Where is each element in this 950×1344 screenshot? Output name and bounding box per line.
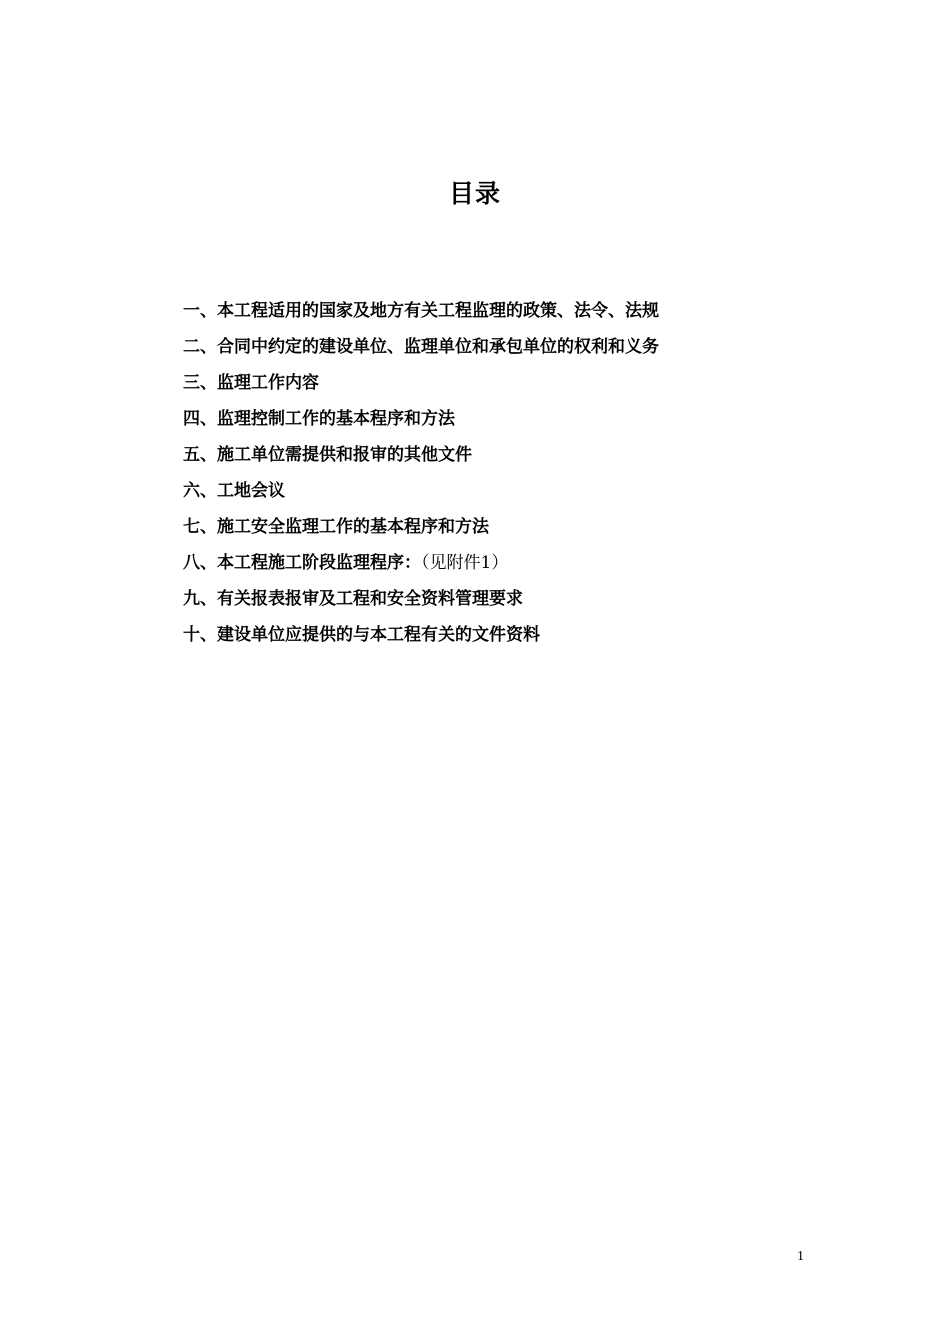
toc-item-text: 一、本工程适用的国家及地方有关工程监理的政策、法令、法规 bbox=[183, 301, 659, 321]
toc-item bbox=[183, 332, 823, 368]
toc-item bbox=[183, 584, 823, 620]
toc-item bbox=[183, 476, 823, 512]
toc-item-text: 四、监理控制工作的基本程序和方法 bbox=[183, 409, 455, 429]
toc-item-text: 七、施工安全监理工作的基本程序和方法 bbox=[183, 517, 489, 537]
toc-item-text: 九、有关报表报审及工程和安全资料管理要求 bbox=[183, 589, 523, 609]
page-number: 1 bbox=[797, 1249, 804, 1264]
toc-item bbox=[183, 440, 823, 476]
toc-item-text: 二、合同中约定的建设单位、监理单位和承包单位的权利和义务 bbox=[183, 337, 659, 357]
page-title: 目录 bbox=[448, 179, 501, 208]
toc-item bbox=[183, 512, 823, 548]
toc-item bbox=[183, 404, 823, 440]
toc-item-text: 八、本工程施工阶段监理程序： bbox=[183, 553, 421, 573]
toc-item bbox=[183, 296, 823, 332]
toc-item-note: （见附件1） bbox=[421, 553, 509, 573]
table-of-contents bbox=[183, 296, 823, 656]
toc-item-text: 六、工地会议 bbox=[183, 481, 285, 501]
toc-item bbox=[183, 548, 823, 584]
toc-item bbox=[183, 620, 823, 656]
toc-item-text: 三、监理工作内容 bbox=[183, 373, 319, 393]
toc-item-text: 五、施工单位需提供和报审的其他文件 bbox=[183, 445, 472, 465]
toc-item-text: 十、建设单位应提供的与本工程有关的文件资料 bbox=[183, 625, 540, 645]
toc-item bbox=[183, 368, 823, 404]
